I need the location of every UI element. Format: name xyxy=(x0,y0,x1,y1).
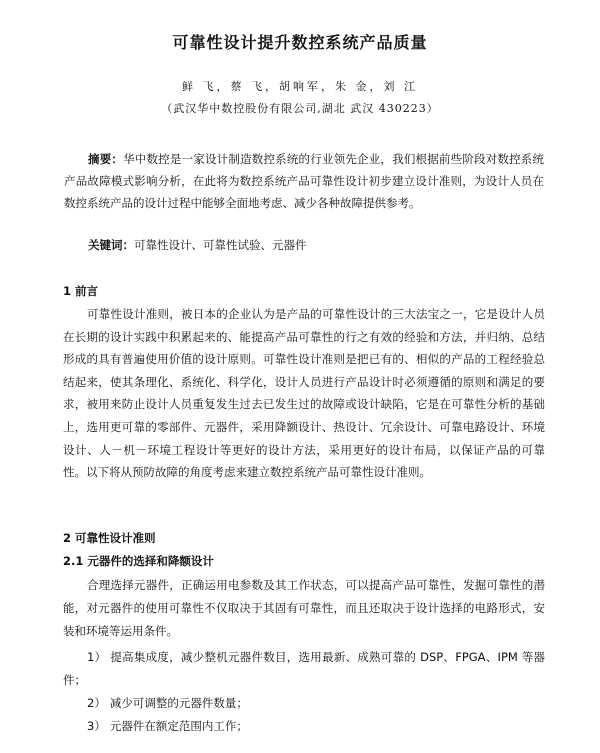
list-item-number: 3） xyxy=(87,719,106,733)
list-item-text: 减少可调整的元器件数量； xyxy=(109,696,248,710)
section-2-1-heading: 2.1 元器件的选择和降额设计 xyxy=(63,554,214,568)
list-item-number: 1） xyxy=(87,650,107,664)
abstract-label: 摘要： xyxy=(88,152,124,166)
section-1-heading: 1 前言 xyxy=(63,284,99,298)
keywords-label: 关键词： xyxy=(88,238,134,252)
author-list: 鲜 飞，蔡 飞，胡响军，朱 金，刘 江 xyxy=(182,80,418,93)
list-item-number: 2） xyxy=(87,696,106,710)
section-2-1-body: 合理选择元器件，正确运用电参数及其工作状态，可以提高产品可靠性，发掘可靠性的潜能，对元器件的使用可靠性不仅取决于其固有可靠性，而且还取决于设计选择的电路形式，安装和环境等运用条件。 xyxy=(63,578,545,638)
list-item xyxy=(63,646,545,692)
list-item xyxy=(63,692,545,715)
abstract xyxy=(64,148,544,214)
paper-title: 可靠性设计提升数控系统产品质量 xyxy=(172,33,428,52)
affiliation: （武汉华中数控股份有限公司,湖北 武汉 430223） xyxy=(161,102,439,115)
section-2-heading: 2 可靠性设计准则 xyxy=(63,531,156,545)
keywords-text: 可靠性设计、可靠性试验、元器件 xyxy=(134,238,307,252)
list-item-text: 提高集成度，减少整机元器件数目，选用最新、成熟可靠的 DSP、FPGA、IPM 等器件； xyxy=(63,650,545,687)
guideline-list xyxy=(63,646,545,738)
keywords xyxy=(88,235,548,255)
abstract-text: 华中数控是一家设计制造数控系统的行业领先企业，我们根据前些阶段对数控系统产品故障模式影响分析，在此将为数控系统产品可靠性设计初步建立设计准则，为设计人员在数控系统产品的设计过程中能够全面地考虑、减少各种故障提供参考。 xyxy=(64,152,544,210)
list-item xyxy=(63,715,545,738)
list-item-text: 元器件在额定范围内工作； xyxy=(109,719,248,733)
section-1-body: 可靠性设计准则，被日本的企业认为是产品的可靠性设计的三大法宝之一，它是设计人员在长期的设计实践中积累起来的、能提高产品可靠性的行之有效的经验和方法，并归纳、总结形成的具有普遍使用价值的设计原则。可靠性设计准则是把已有的、相似的产品的工程经验总结起来，使其条理化、系统化、科学化，设计人员进行产品设计时必须遵循的原则和满足的要求，被用来防止设计人员重复发生过去已发生过的故障或设计缺陷，它是在可靠性分析的基础上，选用更可靠的零部件、元器件，采用降额设计、热设计、冗余设计、可靠电路设计、环境设计、人－机－环境工程设计等更好的设计方法，采用更好的设计布局，以保证产品的可靠性。以下将从预防故障的角度考虑来建立数控系统产品可靠性设计准则。 xyxy=(63,307,545,480)
